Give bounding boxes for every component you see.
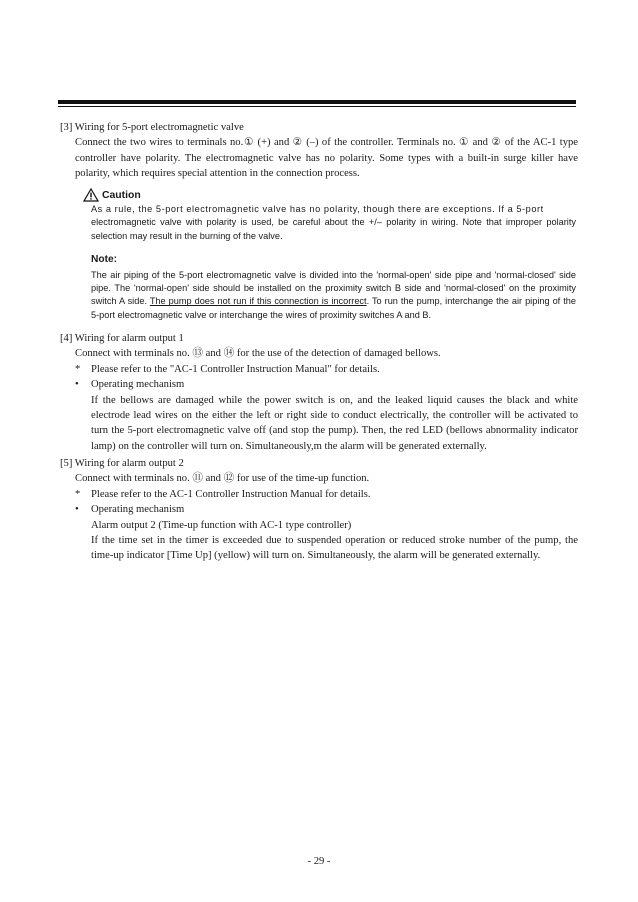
section-4-line1: Connect with terminals no. ⑬ and ⑭ for the use of the detection of damaged bellows. <box>75 348 441 360</box>
note-text <box>91 269 576 323</box>
asterisk-mark: * <box>75 488 81 500</box>
section-4-reference <box>75 362 578 377</box>
section-5-mechanism-rest: If the time set in the timer is exceeded due to suspended operation or reduced stroke number of the pump, the time-up indicator [Time Up] (yellow) will turn on. Simultaneously, the alarm will be generated externally. <box>91 535 578 562</box>
section-5-bullet <box>75 502 578 517</box>
asterisk-mark: * <box>75 363 81 375</box>
section-5-mechanism-line1: Alarm output 2 (Time-up function with AC-1 type controller) <box>91 519 352 531</box>
caution-text-rest: electromagnetic valve with polarity is used, be careful about the +/– polarity in wiring. Note that improper polarity selection may result in the burning of the valve. <box>91 217 576 241</box>
caution-label: Caution <box>102 189 141 201</box>
section-5 <box>60 456 578 564</box>
section-4-bullet <box>75 377 578 392</box>
header-rule-thin <box>58 106 576 107</box>
note-text-part1: The air piping of the 5-port electromagnetic valve is divided into the 'normal-open' side pipe and 'normal-closed' side pipe. The 'normal-open' side should be installed on the proximity switch B side and 'normal-closed' on the proximity switch A side. <box>91 269 576 307</box>
section-4-bullet-text: Operating mechanism <box>91 379 185 391</box>
section-3-body: Connect the two wires to terminals no.① (+) and ② (–) of the controller. Terminals no. ① and ② of the AC-1 type controller have polarity. The electromagnetic valve has no polarity. Some types with a built-in surge killer have polarity, which requires special attention in the connection process. <box>75 137 578 180</box>
caution-heading <box>83 188 576 203</box>
bullet-mark: • <box>75 504 79 516</box>
section-4-mechanism: If the bellows are damaged while the power switch is on, and the leaked liquid causes the black and white electrode lead wires on the either the left or right side to conduct electrically, the controller will be activated to turn the 5-port electromagnetic valve off (and stop the pump). Then, the red LED (bellows abnormality indicator lamp) on the controller will turn on. Simultaneously,m the alarm will be generated externally. <box>91 394 578 452</box>
section-5-bullet-text: Operating mechanism <box>91 504 185 516</box>
note-heading: Note: <box>91 254 118 266</box>
header-rule-thick <box>58 100 576 104</box>
note-text-part2: . To run the pump, interchange the air piping of the 5-port electromagnetic valve or interchange the wires of proximity switches A and B. <box>91 296 576 320</box>
page-number: - 29 - <box>307 856 331 867</box>
section-5-reference <box>75 487 578 502</box>
caution-text <box>91 203 576 243</box>
section-5-reference-text: Please refer to the AC-1 Controller Instruction Manual for details. <box>91 488 371 500</box>
section-5-line1: Connect with terminals no. ⑪ and ⑫ for use of the time-up function. <box>75 473 370 485</box>
section-4 <box>60 331 578 454</box>
note-text-underlined: The pump does not run if this connection is incorrect <box>149 296 367 307</box>
bullet-mark: • <box>75 379 79 391</box>
caution-box <box>91 188 576 323</box>
caution-text-line1: As a rule, the 5-port electromagnetic valve has no polarity, though there are exceptions. If a 5-port <box>91 204 544 215</box>
section-4-title: [4] Wiring for alarm output 1 <box>60 333 184 344</box>
section-5-title: [5] Wiring for alarm output 2 <box>60 458 184 469</box>
section-3 <box>60 120 578 322</box>
section-4-reference-text: Please refer to the "AC-1 Controller Instruction Manual" for details. <box>91 363 380 375</box>
warning-triangle-icon <box>83 188 99 202</box>
section-3-title: [3] Wiring for 5-port electromagnetic valve <box>60 122 244 133</box>
